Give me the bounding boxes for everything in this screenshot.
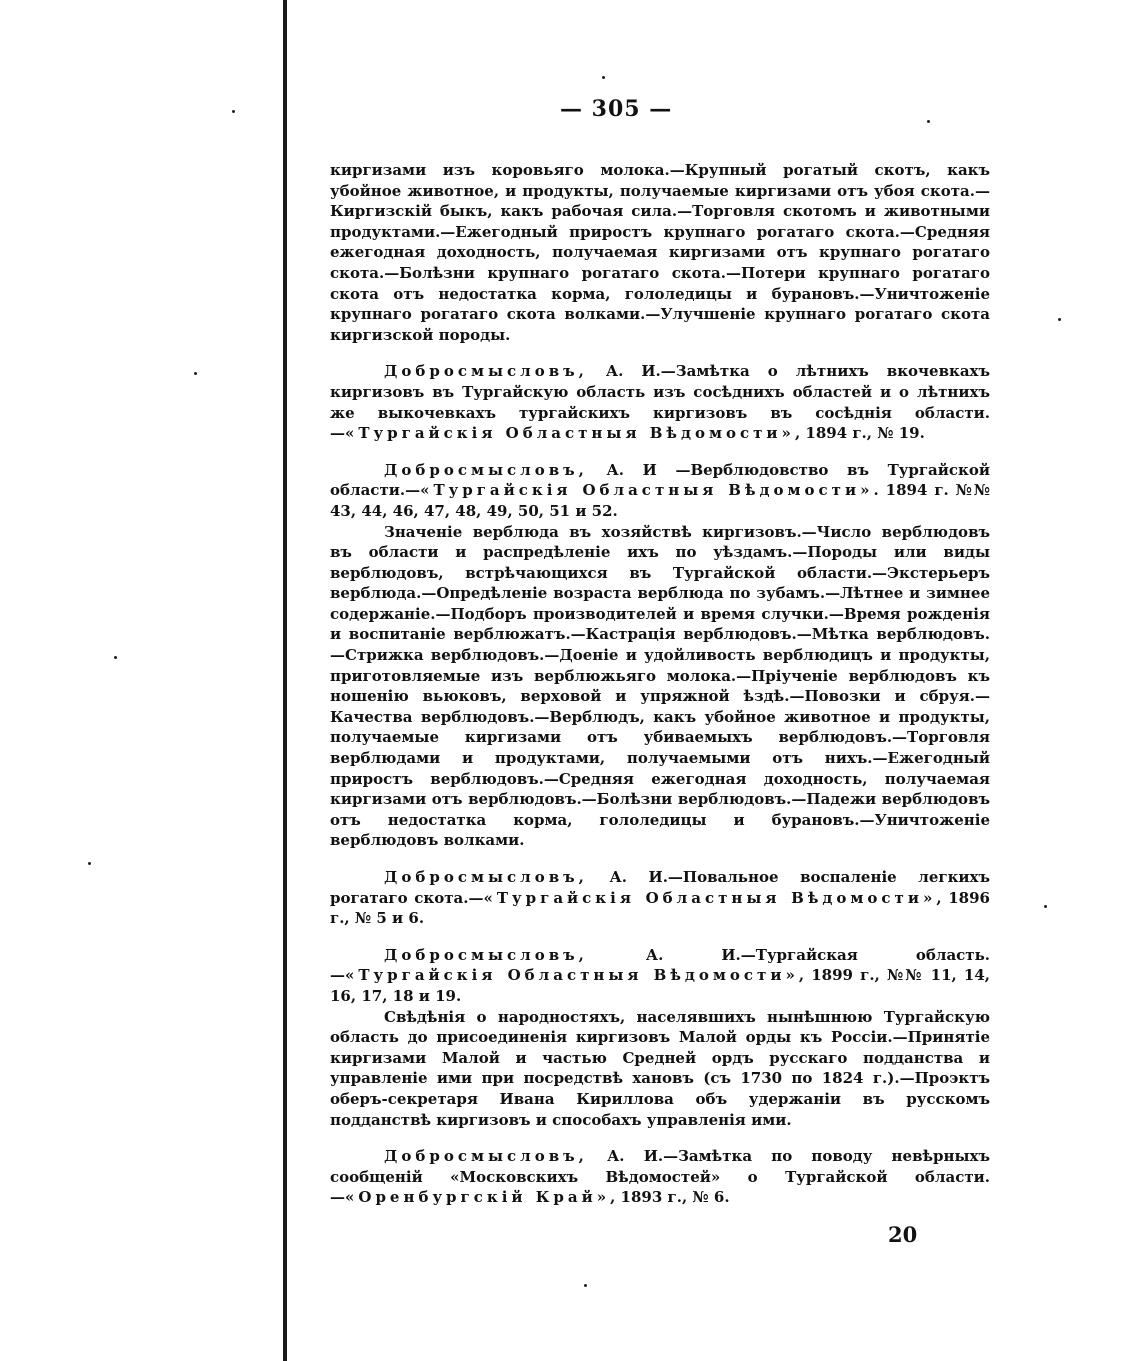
scan-speck: [927, 120, 930, 123]
scan-speck: [88, 862, 91, 865]
entry-citation: , 1896 г., № 5 и 6.: [330, 888, 990, 928]
scan-speck: [1058, 318, 1061, 321]
bibliography-entry: [330, 460, 990, 522]
entry-citation: , 1894 г., № 19.: [794, 424, 925, 443]
entry-text: А. И.—Замѣтка о лѣтнихъ вкочевкахъ киргизовъ въ Тургайскую область изъ сосѣднихъ областей и о лѣтнихъ же выкочевкахъ тургайскихъ киргизовъ въ сосѣднія области.—: [330, 362, 990, 443]
scan-speck: [194, 372, 197, 375]
page-binding-edge: [283, 0, 287, 1361]
continuation-text: киргизами изъ коровьяго молока.—Крупный рогатый скотъ, какъ убойное животное, и продукты, получаемые киргизами отъ убоя скота.—Киргизскій быкъ, какъ рабочая сила.—Торговля скотомъ и животными продуктами.—Ежегодный приростъ крупнаго рогатаго скота.—Средняя ежегодная доходность, получаемая киргизами отъ крупнаго рогатаго скота.—Болѣзни крупнаго рогатаго скота.—Потери крупнаго рогатаго скота отъ недостатка корма, гололедицы и бурановъ.—Уничтоженіе крупнаго рогатаго скота волками.—Улучшеніе крупнаго рогатаго скота киргизской породы.: [330, 161, 990, 344]
entry-author: Добросмысловъ,: [384, 362, 588, 381]
scan-speck: [114, 656, 117, 659]
entry-author: Добросмысловъ,: [384, 460, 588, 479]
entry-author: Добросмысловъ,: [384, 868, 588, 886]
bibliography-text: [330, 160, 990, 1208]
continuation-paragraph: [330, 160, 990, 345]
scan-speck: [232, 110, 235, 113]
scan-speck: [584, 1284, 587, 1287]
bibliography-entry: [330, 945, 990, 1007]
entry-text: А. И.—Замѣтка по поводу невѣрныхъ сообщеній «Московскихъ Вѣдомостей» о Тургайской области.—: [330, 1147, 990, 1207]
entry-text: А. И.—Повальное воспаленіе легкихъ рогатаго скота.—: [330, 868, 990, 907]
entry-journal: «Оренбургскій Край»: [345, 1188, 611, 1207]
page-number-header: — 305 —: [560, 96, 673, 122]
entry-text: А. И —Верблюдовство въ Тургайской области.—: [330, 460, 990, 500]
scan-speck: [1044, 905, 1047, 908]
entry-contents-text: Свѣдѣнія о народностяхъ, населявшихъ нынѣшнюю Тургайскую область до присоединенія киргизовъ Малой орды къ Россіи.—Принятіе киргизами Малой и частью Средней ордъ русскаго подданства и управленіе ими при посредствѣ хановъ (съ 1730 по 1824 г.).—Проэктъ оберъ-секретаря Ивана Кириллова объ удержаніи въ русскомъ подданствѣ киргизовъ и способахъ управленія ими.: [330, 1007, 990, 1129]
entry-author: Добросмысловъ,: [384, 945, 588, 964]
entry-text: А. И.—Тургайская область.—: [330, 945, 990, 985]
entry-contents-paragraph: [330, 522, 990, 852]
entry-citation: . 1894 г. №№ 43, 44, 46, 47, 48, 49, 50, 51 и 52.: [330, 481, 990, 520]
scan-speck: [602, 76, 605, 79]
entry-contents-paragraph: [330, 1007, 990, 1131]
bibliography-entry: [330, 361, 990, 443]
entry-journal: «Тургайскія Областныя Вѣдомости»: [345, 424, 795, 443]
entry-citation: , 1893 г., № 6.: [610, 1188, 730, 1207]
entry-journal: «Тургайскія Областныя Вѣдомости»: [345, 966, 799, 985]
entry-journal: «Тургайскія Областныя Вѣдомости»: [420, 481, 874, 500]
entry-author: Добросмысловъ,: [384, 1147, 588, 1166]
entry-contents-text: Значеніе верблюда въ хозяйствѣ киргизовъ.—Число верблюдовъ въ области и распредѣленіе ихъ по уѣздамъ.—Породы или виды верблюдовъ, встрѣчающихся въ Тургайской области.—Экстерьеръ верблюда.—Опредѣленіе возраста верблюда по зубамъ.—Лѣтнее и зимнее содержаніе.—Подборъ производителей и время случки.—Время рожденія и воспитаніе верблюжатъ.—Кастрація верблюдовъ.—Мѣтка верблюдовъ.—Стрижка верблюдовъ.—Доеніе и удойливость верблюдицъ и продукты, приготовляемые изъ верблюжьяго молока.—Пріученіе верблюдовъ къ ношенію вьюковъ, верховой и упряжной ѣздѣ.—Повозки и сбруя.—Качества верблюдовъ.—Верблюдъ, какъ убойное животное и продукты, получаемые киргизами отъ убиваемыхъ верблюдовъ.—Торговля верблюдами и продуктами, получаемыми отъ нихъ.—Ежегодный приростъ верблюдовъ.—Средняя ежегодная доходность, получаемая киргизами отъ верблюдовъ.—Болѣзни верблюдовъ.—Падежи верблюдовъ отъ недостатка корма, гололедицы и бурановъ.—Уничтоженіе верблюдовъ волками.: [330, 522, 990, 850]
entry-citation: , 1899 г., №№ 11, 14, 16, 17, 18 и 19.: [330, 966, 990, 1005]
signature-mark: 20: [888, 1222, 918, 1247]
bibliography-entry: [330, 867, 990, 929]
bibliography-entry: [330, 1146, 990, 1208]
entry-journal: «Тургайскія Областныя Вѣдомости»: [483, 888, 937, 907]
